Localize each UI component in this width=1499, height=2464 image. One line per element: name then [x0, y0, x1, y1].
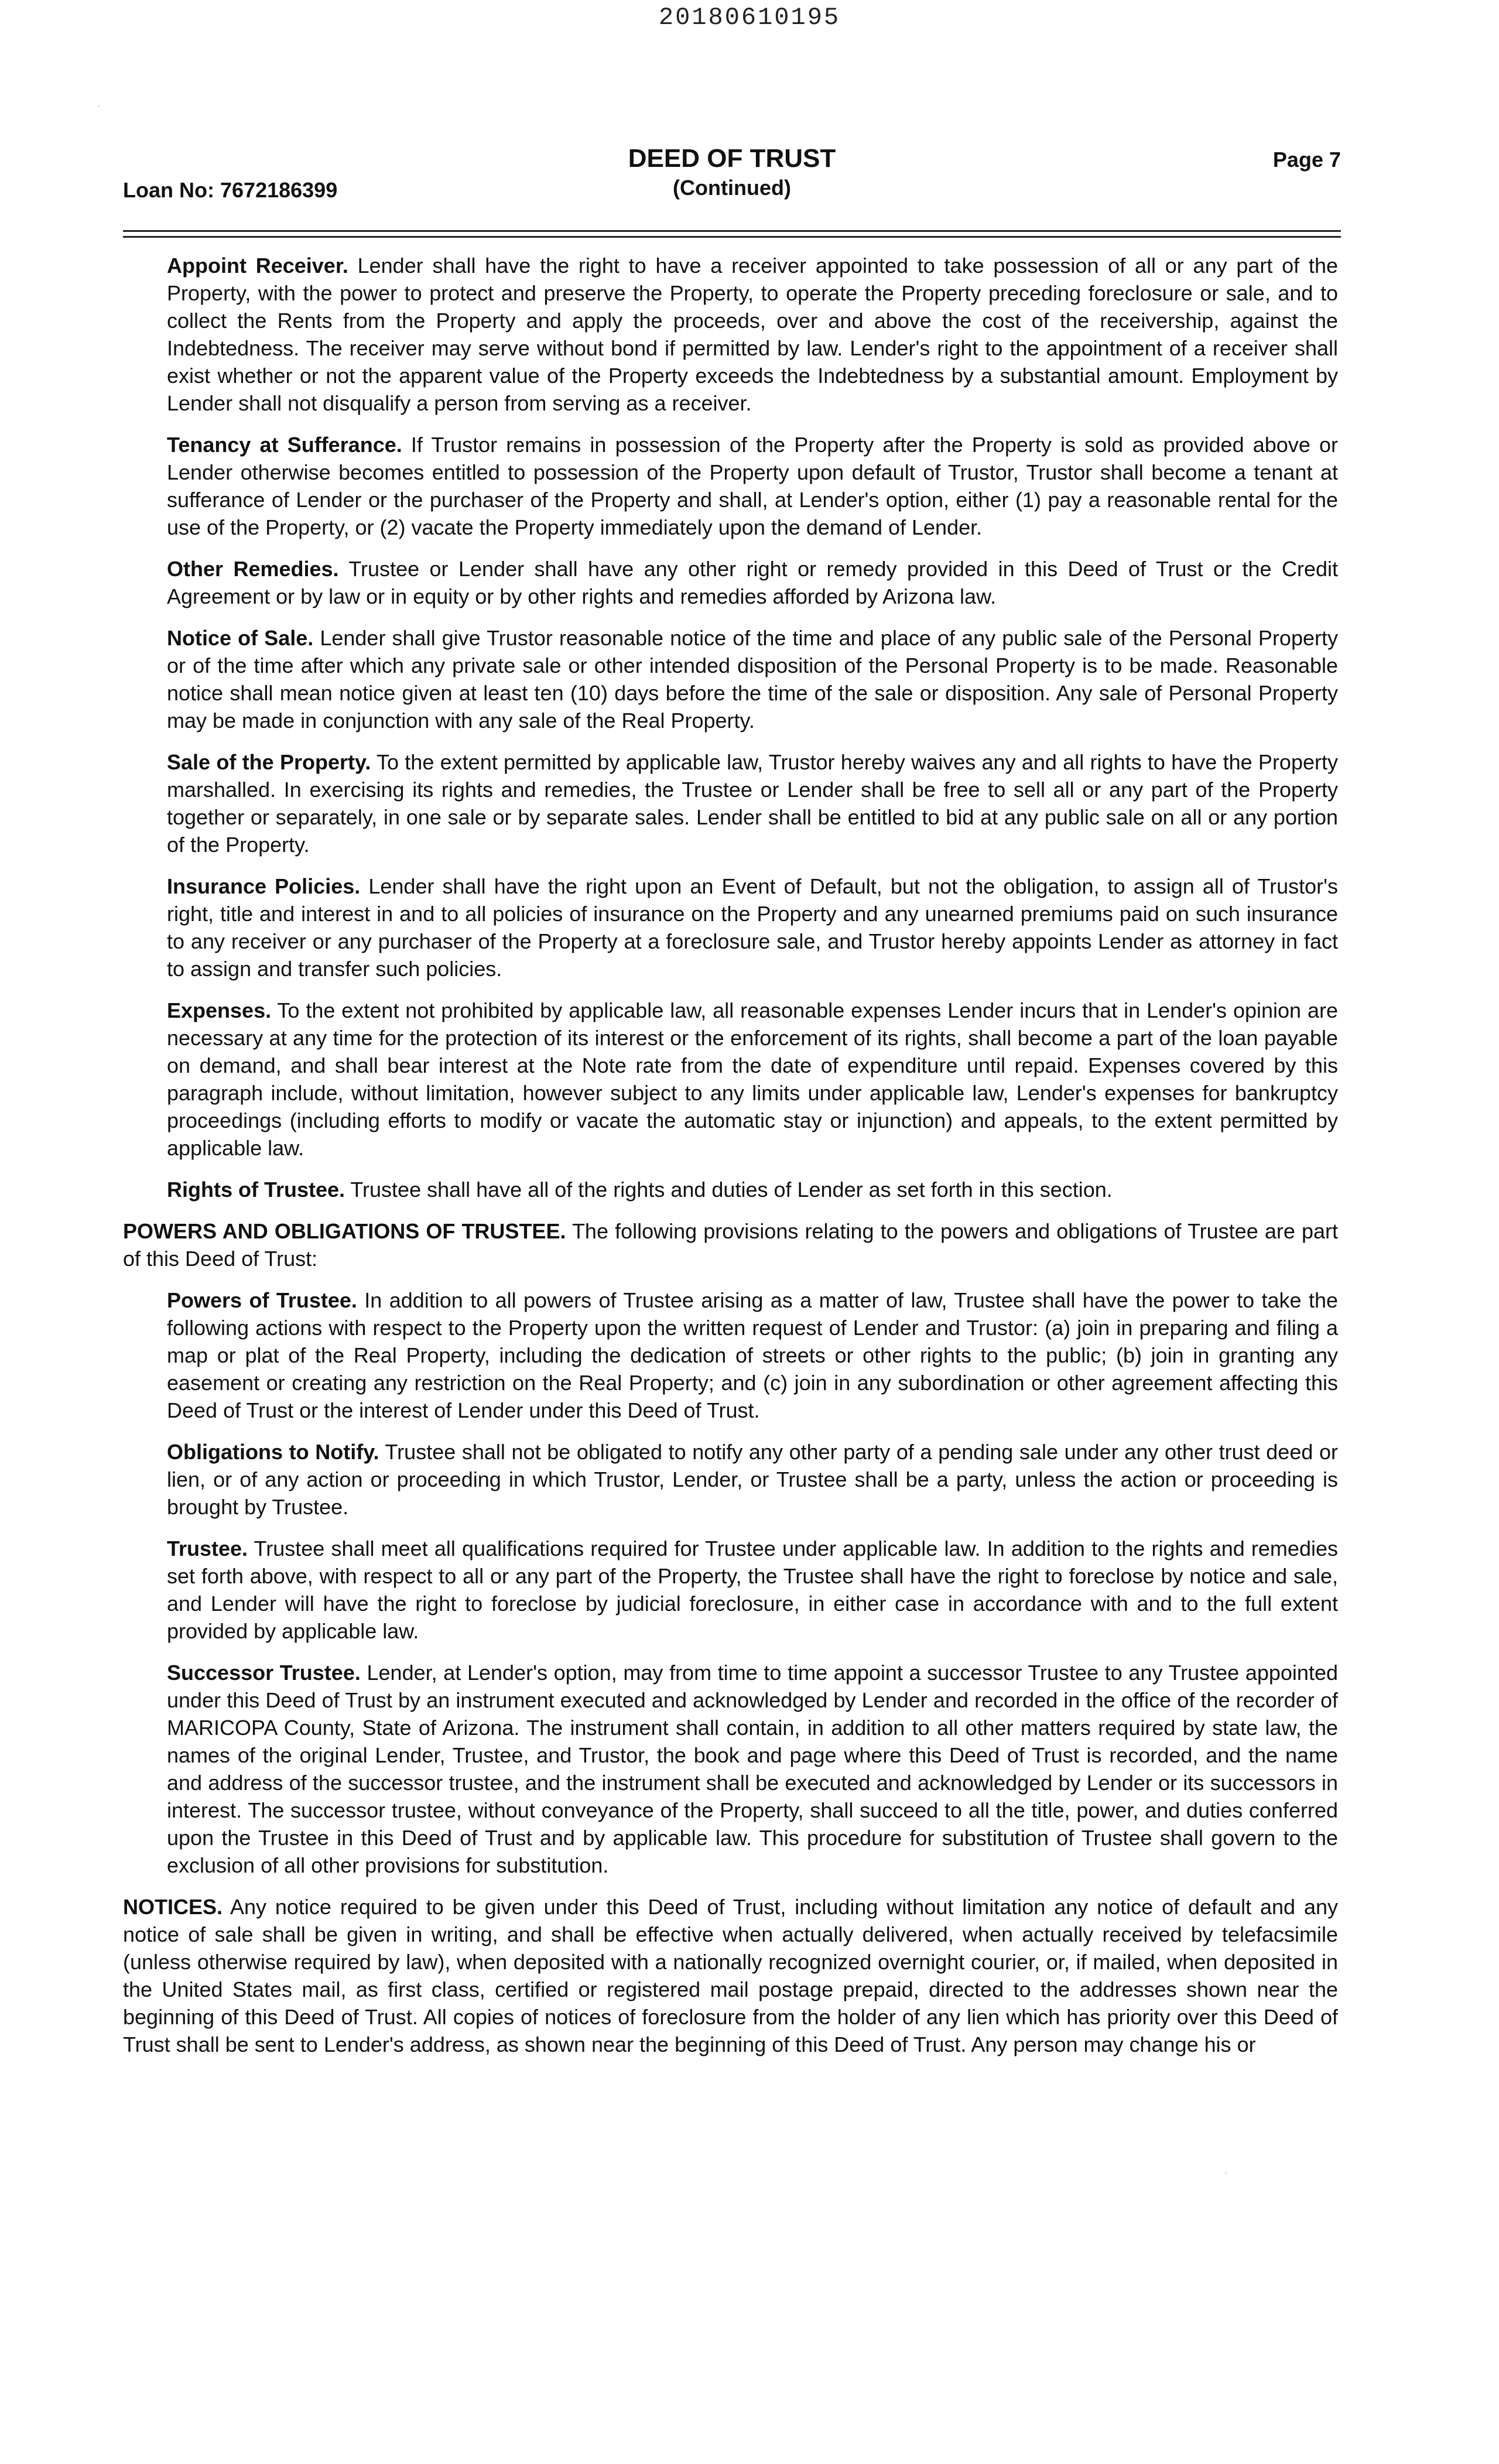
- scan-speck: ·: [97, 100, 101, 112]
- paragraph-text: To the extent permitted by applicable law, Trustor hereby waives any and all rights to have the Property marshalled. In exercising its rights and remedies, the Trustee or Lender shall be free to sell all or any part of the Property together or separately, in one sale or by separate sales. Lender shall be entitled to bid at any public sale on all or any portion of the Property.: [167, 750, 1338, 857]
- paragraph-tenancy-at-sufferance: [167, 431, 1338, 541]
- paragraph-successor-trustee: [167, 1659, 1338, 1879]
- paragraph-expenses: [167, 997, 1338, 1162]
- paragraph-heading: Rights of Trustee.: [167, 1178, 345, 1202]
- paragraph-appoint-receiver: [167, 252, 1338, 417]
- section-powers-and-obligations: [123, 1217, 1338, 1272]
- paragraph-text: Lender shall have the right upon an Event of Default, but not the obligation, to assign all of Trustor's right, title and interest in and to all policies of insurance on the Property and any unearned premiums paid on such insurance to any receiver or any purchaser of the Property at a foreclosure sale, and Trustor hereby appoints Lender as attorney in fact to assign and transfer such policies.: [167, 874, 1338, 981]
- paragraph-heading: Appoint Receiver.: [167, 254, 348, 278]
- paragraph-text: Trustee shall meet all qualifications required for Trustee under applicable law. In addition to the rights and remedies set forth above, with respect to all or any part of the Property, the Trustee shall have the right to foreclose by notice and sale, and Lender will have the right to foreclose by judicial foreclosure, in either case in accordance with and to the full extent provided by applicable law.: [167, 1536, 1338, 1643]
- paragraph-text: To the extent not prohibited by applicable law, all reasonable expenses Lender incurs that in Lender's opinion are necessary at any time for the protection of its interest or the enforcement of its rights, shall become a part of the loan payable on demand, and shall bear interest at the Note rate from the date of expenditure until repaid. Expenses covered by this paragraph include, without limitation, however subject to any limits under applicable law, Lender's expenses for bankruptcy proceedings (including efforts to modify or vacate the automatic stay or injunction) and appeals, to the extent permitted by applicable law.: [167, 998, 1339, 1160]
- paragraph-text: Lender, at Lender's option, may from time to time appoint a successor Trustee to any Trustee appointed under this Deed of Trust by an instrument executed and acknowledged by Lender and recorded in the office of the recorder of MARICOPA County, State of Arizona. The instrument shall contain, in addition to all other matters required by state law, the names of the original Lender, Trustee, and Trustor, the book and page where this Deed of Trust is recorded, and the name and address of the successor trustee, and the instrument shall be executed and acknowledged by Lender or its successors in interest. The successor trustee, without conveyance of the Property, shall succeed to all the title, power, and duties conferred upon the Trustee in this Deed of Trust and by applicable law. This procedure for substitution of Trustee shall govern to the exclusion of all other provisions for substitution.: [167, 1661, 1338, 1877]
- header-rule-bottom: [123, 236, 1341, 238]
- paragraph-heading: Obligations to Notify.: [167, 1440, 379, 1464]
- paragraph-heading: Insurance Policies.: [167, 874, 361, 898]
- document-title: DEED OF TRUST: [628, 144, 836, 173]
- paragraph-text: Trustee shall have all of the rights and duties of Lender as set forth in this section.: [350, 1178, 1113, 1202]
- paragraph-text: Trustee shall not be obligated to notify any other party of a pending sale under any other trust deed or lien, or of any action or proceeding in which Trustor, Lender, or Trustee shall be a party, unless the action or proceeding is brought by Trustee.: [167, 1440, 1338, 1519]
- paragraph-powers-of-trustee: [167, 1286, 1338, 1424]
- document-body: [123, 252, 1338, 2072]
- section-heading: NOTICES.: [123, 1895, 223, 1919]
- section-notices: [123, 1893, 1338, 2058]
- paragraph-notice-of-sale: [167, 624, 1338, 734]
- scan-speck: ·: [1224, 2167, 1228, 2179]
- document-subtitle: (Continued): [673, 176, 791, 200]
- paragraph-text: Lender shall give Trustor reasonable notice of the time and place of any public sale of the Personal Property or of the time after which any private sale or other intended disposition of the Personal Property is to be made. Reasonable notice shall mean notice given at least ten (10) days before the time of the sale or disposition. Any sale of Personal Property may be made in conjunction with any sale of the Real Property.: [167, 626, 1338, 733]
- page-number: Page 7: [1272, 148, 1341, 172]
- paragraph-trustee: [167, 1535, 1338, 1645]
- paragraph-rights-of-trustee: [167, 1176, 1338, 1203]
- paragraph-text: If Trustor remains in possession of the Property after the Property is sold as provided above or Lender otherwise becomes entitled to possession of the Property upon default of Trustor, Trustor shall become a tenant at sufferance of Lender or the purchaser of the Property and shall, at Lender's option, either (1) pay a reasonable rental for the use of the Property, or (2) vacate the Property immediately upon the demand of Lender.: [167, 433, 1338, 539]
- paragraph-heading: Notice of Sale.: [167, 626, 314, 650]
- paragraph-sale-of-property: [167, 748, 1338, 858]
- paragraph-insurance-policies: [167, 872, 1338, 983]
- header-rule-top: [123, 230, 1341, 232]
- document-number: 20180610195: [658, 4, 841, 32]
- section-text: The following provisions relating to the powers and obligations of Trustee are part of this Deed of Trust:: [123, 1219, 1339, 1271]
- paragraph-heading: Successor Trustee.: [167, 1661, 361, 1685]
- paragraph-text: Lender shall have the right to have a receiver appointed to take possession of all or any part of the Property, with the power to protect and preserve the Property, to operate the Property preceding foreclosure or sale, and to collect the Rents from the Property and apply the proceeds, over and above the cost of the receivership, against the Indebtedness. The receiver may serve without bond if permitted by law. Lender's right to the appointment of a receiver shall exist whether or not the apparent value of the Property exceeds the Indebtedness by a substantial amount. Employment by Lender shall not disqualify a person from serving as a receiver.: [167, 254, 1338, 415]
- page-header: [123, 141, 1341, 205]
- paragraph-heading: Expenses.: [167, 998, 272, 1022]
- loan-label: Loan No:: [123, 178, 214, 202]
- paragraph-heading: Other Remedies.: [167, 557, 339, 581]
- paragraph-obligations-to-notify: [167, 1438, 1338, 1521]
- section-heading: POWERS AND OBLIGATIONS OF TRUSTEE.: [123, 1219, 566, 1243]
- paragraph-heading: Tenancy at Sufferance.: [167, 433, 402, 457]
- paragraph-heading: Powers of Trustee.: [167, 1288, 357, 1312]
- paragraph-other-remedies: [167, 555, 1338, 610]
- loan-value: 7672186399: [220, 178, 338, 202]
- paragraph-heading: Trustee.: [167, 1536, 248, 1560]
- section-text: Any notice required to be given under this Deed of Trust, including without limitation any notice of default and any notice of sale shall be given in writing, and shall be effective when actually delivered, when actually received by telefacsimile (unless otherwise required by law), when deposited with a nationally recognized overnight courier, or, if mailed, when deposited in the United States mail, as first class, certified or registered mail postage prepaid, directed to the addresses shown near the beginning of this Deed of Trust. All copies of notices of foreclosure from the holder of any lien which has priority over this Deed of Trust shall be sent to Lender's address, as shown near the beginning of this Deed of Trust. Any person may change his or: [123, 1895, 1339, 2056]
- paragraph-text: Trustee or Lender shall have any other right or remedy provided in this Deed of Trust or the Credit Agreement or by law or in equity or by other rights and remedies afforded by Arizona law.: [167, 557, 1338, 608]
- paragraph-text: In addition to all powers of Trustee arising as a matter of law, Trustee shall have the power to take the following actions with respect to the Property upon the written request of Lender and Trustor: (a) join in preparing and filing a map or plat of the Real Property, including the dedication of streets or other rights to the public; (b) join in granting any easement or creating any restriction on the Real Property; and (c) join in any subordination or other agreement affecting this Deed of Trust or the interest of Lender under this Deed of Trust.: [167, 1288, 1338, 1422]
- paragraph-heading: Sale of the Property.: [167, 750, 371, 774]
